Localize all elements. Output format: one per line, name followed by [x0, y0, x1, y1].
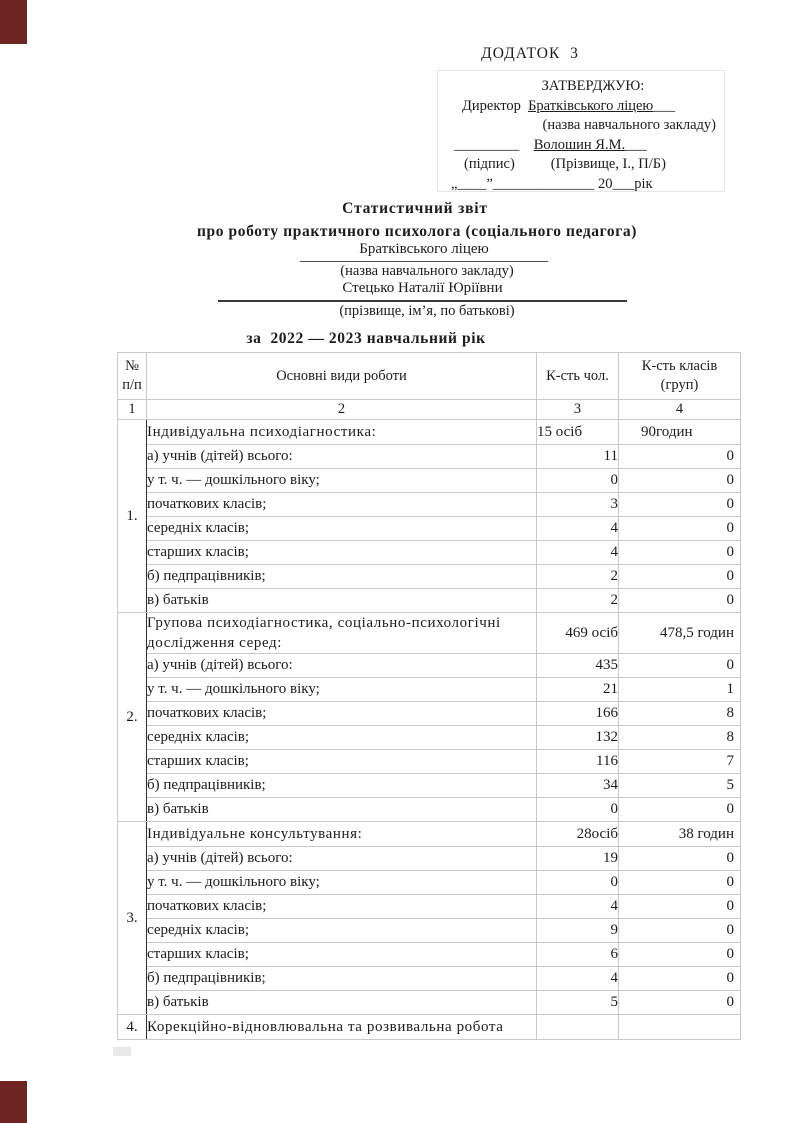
table-row	[118, 654, 741, 678]
classes-count-cell: 8	[619, 702, 741, 726]
work-type-label-cell: у т. ч. — дошкільного віку;	[147, 871, 537, 895]
persons-count-cell: 21	[537, 678, 619, 702]
table-row	[118, 895, 741, 919]
section-title-row	[118, 613, 741, 654]
table-row	[118, 750, 741, 774]
approval-box	[437, 70, 725, 192]
signature-blank: _________	[454, 136, 520, 153]
header-work-types: Основні види роботи	[147, 353, 537, 400]
table-row	[118, 943, 741, 967]
persons-count-cell: 3	[537, 493, 619, 517]
column-number-row	[118, 400, 741, 420]
persons-total-cell	[537, 1015, 619, 1040]
persons-count-cell: 116	[537, 750, 619, 774]
persons-count-cell: 166	[537, 702, 619, 726]
persons-count-cell: 0	[537, 469, 619, 493]
date-line: „____”______________ 20___рік	[451, 175, 653, 192]
org-hint-line: (назва навчального закладу)	[542, 117, 716, 133]
page-corner-mark-top	[0, 0, 27, 44]
table-row	[118, 967, 741, 991]
hours-total-cell: 478,5 годин	[619, 613, 741, 654]
persons-count-cell: 6	[537, 943, 619, 967]
table-row	[118, 847, 741, 871]
table-row	[118, 919, 741, 943]
page-corner-mark-bottom	[0, 1081, 27, 1123]
work-type-title-cell: Корекційно-відновлювальна та розвивальна робота	[147, 1015, 537, 1040]
persons-count-cell: 435	[537, 654, 619, 678]
signature-line	[438, 136, 724, 156]
persons-count-cell: 4	[537, 517, 619, 541]
work-type-label-cell: в) батьків	[147, 798, 537, 822]
classes-count-cell: 5	[619, 774, 741, 798]
table-row	[118, 798, 741, 822]
table-row	[118, 589, 741, 613]
persons-count-cell: 11	[537, 445, 619, 469]
report-title-line2: про роботу практичного психолога (соціального педагога)	[196, 223, 638, 240]
signature-hints-line	[438, 155, 724, 175]
section-number-cell: 2.	[118, 613, 147, 822]
name-hint: (Прізвище, І., П/Б)	[550, 156, 666, 172]
report-title-line1: Статистичний звіт	[342, 200, 488, 217]
work-type-title-cell: Групова психодіагностика, соціально-психологічні дослідження серед:	[147, 613, 537, 654]
classes-count-cell: 0	[619, 871, 741, 895]
persons-total-cell: 469 осіб	[537, 613, 619, 654]
table-row	[118, 541, 741, 565]
director-tail-underscores: ___	[653, 97, 676, 114]
work-type-title-cell: Індивідуальна психодіагностика:	[147, 420, 537, 445]
hours-total-cell: 38 годин	[619, 822, 741, 847]
classes-count-cell: 0	[619, 847, 741, 871]
work-type-label-cell: у т. ч. — дошкільного віку;	[147, 678, 537, 702]
classes-count-cell: 0	[619, 469, 741, 493]
work-type-label-cell: б) педпрацівників;	[147, 774, 537, 798]
work-type-label-cell: початкових класів;	[147, 895, 537, 919]
persons-count-cell: 4	[537, 895, 619, 919]
table-row	[118, 445, 741, 469]
header-classes-count: К-сть класів (груп)	[619, 353, 741, 400]
classes-count-cell: 0	[619, 541, 741, 565]
classes-count-cell: 8	[619, 726, 741, 750]
hours-total-cell	[619, 1015, 741, 1040]
scan-smudge	[113, 1047, 131, 1056]
table-row	[118, 517, 741, 541]
persons-count-cell: 19	[537, 847, 619, 871]
header-persons-count: К-сть чол.	[537, 353, 619, 400]
persons-total-cell: 28осіб	[537, 822, 619, 847]
classes-count-cell: 0	[619, 798, 741, 822]
org-name-hint: (назва навчального закладу)	[340, 263, 514, 279]
classes-count-cell: 7	[619, 750, 741, 774]
table-header-row	[118, 353, 741, 400]
work-type-label-cell: б) педпрацівників;	[147, 967, 537, 991]
hours-total-cell: 90годин	[619, 420, 741, 445]
table-row	[118, 565, 741, 589]
work-type-title-cell: Індивідуальне консультування:	[147, 822, 537, 847]
classes-count-cell: 0	[619, 493, 741, 517]
work-type-label-cell: а) учнів (дітей) всього:	[147, 445, 537, 469]
director-name-value: Волошин Я.М.	[533, 136, 626, 153]
section-title-row	[118, 822, 741, 847]
work-type-label-cell: середніх класів;	[147, 919, 537, 943]
psychologist-name-line: Стецько Наталії Юріївни	[218, 280, 627, 302]
header-number-col: № п/п	[118, 353, 147, 400]
persons-count-cell: 2	[537, 565, 619, 589]
column-number-3: 3	[537, 400, 619, 420]
table-row	[118, 702, 741, 726]
work-type-label-cell: старших класів;	[147, 943, 537, 967]
work-type-label-cell: в) батьків	[147, 589, 537, 613]
appendix-label: ДОДАТОК 3	[481, 45, 579, 62]
work-type-label-cell: старших класів;	[147, 541, 537, 565]
section-number-cell: 4.	[118, 1015, 147, 1040]
classes-count-cell: 0	[619, 991, 741, 1015]
classes-count-cell: 0	[619, 517, 741, 541]
persons-count-cell: 0	[537, 871, 619, 895]
persons-count-cell: 9	[537, 919, 619, 943]
sign-hint: (підпис)	[464, 156, 515, 172]
persons-count-cell: 5	[537, 991, 619, 1015]
section-number-cell: 3.	[118, 822, 147, 1015]
director-org-value: Братківського ліцею	[528, 97, 654, 114]
work-type-label-cell: в) батьків	[147, 991, 537, 1015]
table-row	[118, 678, 741, 702]
persons-count-cell: 34	[537, 774, 619, 798]
persons-count-cell: 0	[537, 798, 619, 822]
persons-count-cell: 2	[537, 589, 619, 613]
classes-count-cell: 0	[619, 967, 741, 991]
director-line	[438, 97, 724, 117]
classes-count-cell: 0	[619, 895, 741, 919]
work-type-label-cell: початкових класів;	[147, 702, 537, 726]
table-row	[118, 774, 741, 798]
table-row	[118, 726, 741, 750]
work-type-label-cell: у т. ч. — дошкільного віку;	[147, 469, 537, 493]
approve-label: ЗАТВЕРДЖУЮ:	[541, 78, 645, 94]
org-name-line: Братківського ліцею	[300, 241, 548, 262]
work-type-label-cell: середніх класів;	[147, 726, 537, 750]
classes-count-cell: 0	[619, 445, 741, 469]
work-type-label-cell: б) педпрацівників;	[147, 565, 537, 589]
persons-count-cell: 4	[537, 967, 619, 991]
work-type-label-cell: початкових класів;	[147, 493, 537, 517]
section-number-cell: 1.	[118, 420, 147, 613]
classes-count-cell: 0	[619, 943, 741, 967]
classes-count-cell: 0	[619, 565, 741, 589]
section-title-row	[118, 420, 741, 445]
classes-count-cell: 0	[619, 654, 741, 678]
work-type-label-cell: старших класів;	[147, 750, 537, 774]
table-row	[118, 991, 741, 1015]
column-number-1: 1	[118, 400, 147, 420]
classes-count-cell: 1	[619, 678, 741, 702]
classes-count-cell: 0	[619, 919, 741, 943]
table-row	[118, 469, 741, 493]
school-year-line: за 2022 — 2023 навчальний рік	[246, 330, 486, 347]
work-type-label-cell: а) учнів (дітей) всього:	[147, 847, 537, 871]
classes-count-cell: 0	[619, 589, 741, 613]
column-number-2: 2	[147, 400, 537, 420]
persons-count-cell: 132	[537, 726, 619, 750]
report-table	[117, 352, 741, 1040]
section-title-row	[118, 1015, 741, 1040]
persons-count-cell: 4	[537, 541, 619, 565]
director-label: Директор	[462, 97, 521, 114]
table-row	[118, 871, 741, 895]
table-row	[118, 493, 741, 517]
work-type-label-cell: а) учнів (дітей) всього:	[147, 654, 537, 678]
column-number-4: 4	[619, 400, 741, 420]
name-tail-underscores: ___	[625, 136, 647, 153]
persons-total-cell: 15 осіб	[537, 420, 619, 445]
psychologist-name-hint: (прізвище, ім’я, по батькові)	[339, 303, 515, 319]
work-type-label-cell: середніх класів;	[147, 517, 537, 541]
